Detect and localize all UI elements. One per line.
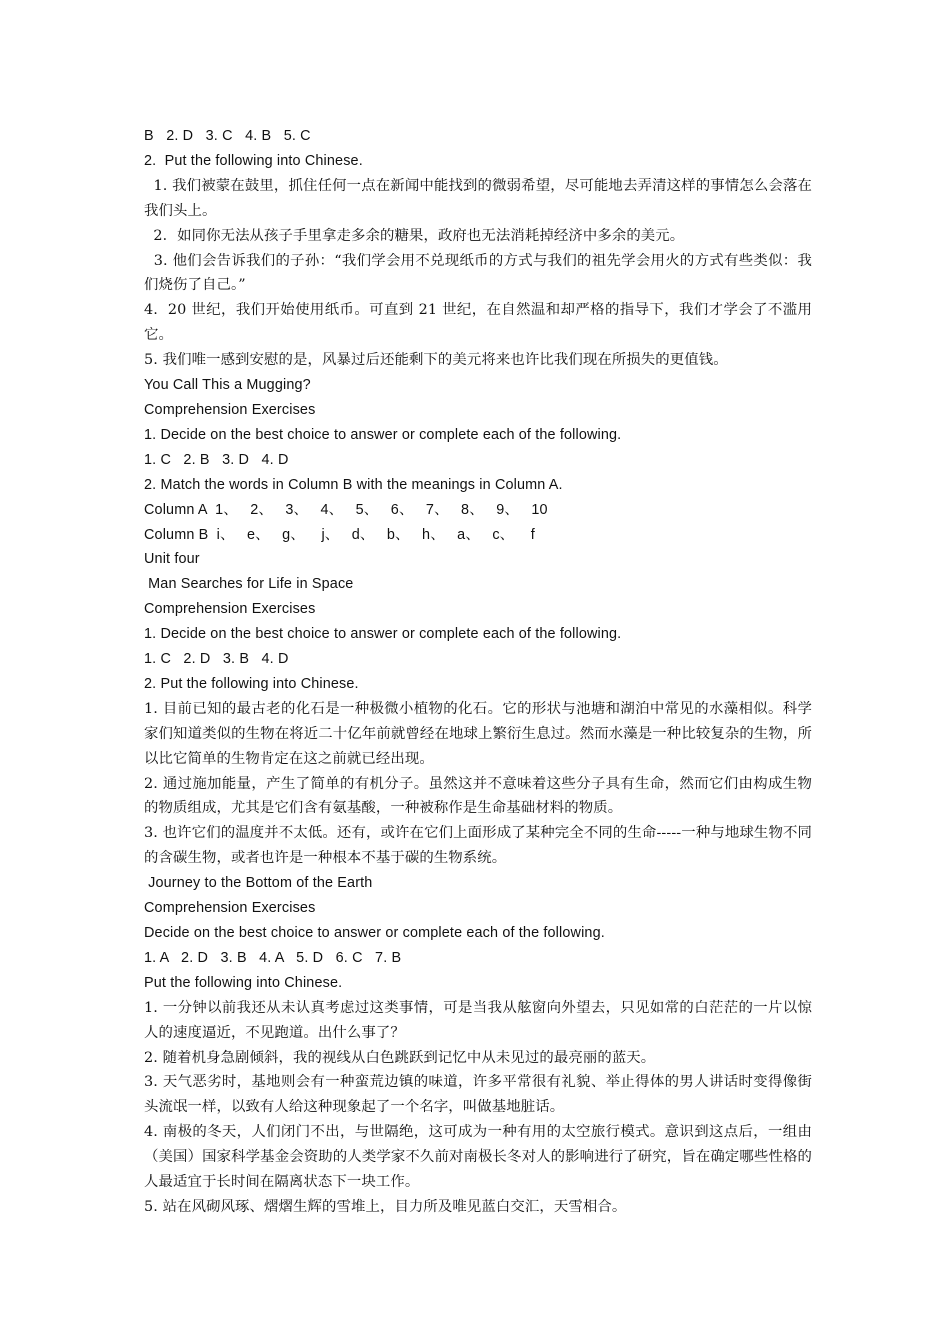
exercise-heading: Comprehension Exercises <box>144 601 316 618</box>
document-body <box>144 124 812 1220</box>
exercise-heading: 2. Put the following into Chinese. <box>144 152 363 169</box>
translation-paragraph: 4. 20 世纪，我们开始使用纸币。可直到 21 世纪，在自然温和却严格的指导下，我们才学会了不滥用它。 <box>144 302 812 344</box>
translation-paragraph: 3. 也许它们的温度并不太低。还有，或许在它们上面形成了某种完全不同的生命-----一种与地球生物不同的含碳生物，或者也许是一种根本不基于碳的生物系统。 <box>144 825 812 867</box>
exercise-heading: Comprehension Exercises <box>144 900 316 917</box>
translation-paragraph: 1. 一分钟以前我还从未认真考虑过这类事情，可是当我从舷窗向外望去，只见如常的白茫茫的一片以惊人的速度逼近，不见跑道。出什么事了？ <box>144 999 812 1041</box>
translation-paragraph: 1. 我们被蒙在鼓里，抓住任何一点在新闻中能找到的微弱希望，尽可能地去弄清这样的事情怎么会落在我们头上。 <box>144 177 812 219</box>
translation-paragraph: 4. 南极的冬天，人们闭门不出，与世隔绝，这可成为一种有用的太空旅行模式。意识到这点后，一组由（美国）国家科学基金会资助的人类学家不久前对南极长冬对人的影响进行了研究，旨在确定哪些性格的人最适宜于长时间在隔离状态下一块工作。 <box>144 1124 812 1191</box>
translation-paragraph: 5. 站在风砌风琢、熠熠生辉的雪堆上，目力所及唯见蓝白交汇，天雪相合。 <box>144 1198 627 1215</box>
translation-paragraph: 2. 随着机身急剧倾斜，我的视线从白色跳跃到记忆中从未见过的最亮丽的蓝天。 <box>144 1049 656 1066</box>
section-title: You Call This a Mugging? <box>144 377 311 394</box>
section-title: Man Searches for Life in Space <box>144 576 354 593</box>
translation-paragraph: 3. 天气恶劣时，基地则会有一种蛮荒边镇的味道，许多平常很有礼貌、举止得体的男人讲话时变得像街头流氓一样，以致有人给这种现象起了一个名字，叫做基地脏话。 <box>144 1074 812 1116</box>
exercise-heading: Put the following into Chinese. <box>144 974 343 991</box>
exercise-heading: 2. Match the words in Column B with the meanings in Column A. <box>144 476 563 493</box>
column-a-line: Column A 1、 2、 3、 4、 5、 6、 7、 8、 9、 10 <box>144 501 548 518</box>
exercise-heading: 1. Decide on the best choice to answer or complete each of the following. <box>144 626 622 643</box>
answer-line: 1. A 2. D 3. B 4. A 5. D 6. C 7. B <box>144 949 402 966</box>
answer-line: 1. C 2. D 3. B 4. D <box>144 651 289 668</box>
exercise-heading: Decide on the best choice to answer or complete each of the following. <box>144 925 605 941</box>
translation-paragraph: 2. 通过施加能量，产生了简单的有机分子。虽然这并不意味着这些分子具有生命，然而它们由构成生物的物质组成，尤其是它们含有氨基酸，一种被称作是生命基础材料的物质。 <box>144 775 812 817</box>
answer-line: B 2. D 3. C 4. B 5. C <box>144 128 311 144</box>
translation-paragraph: 5. 我们唯一感到安慰的是，风暴过后还能剩下的美元将来也许比我们现在所损失的更值钱。 <box>144 352 728 369</box>
column-b-line: Column B i、 e、 g、 j、 d、 b、 h、 a、 c、 f <box>144 526 535 543</box>
exercise-heading: Comprehension Exercises <box>144 401 316 418</box>
translation-paragraph: 1. 目前已知的最古老的化石是一种极微小植物的化石。它的形状与池塘和湖泊中常见的水藻相似。科学家们知道类似的生物在将近二十亿年前就曾经在地球上繁衍生息过。然而水藻是一种比较复杂的生物，所以比它简单的生物肯定在这之前就已经出现。 <box>144 700 812 767</box>
exercise-heading: 1. Decide on the best choice to answer or complete each of the following. <box>144 426 622 443</box>
translation-paragraph: 2．如同你无法从孩子手里拿走多余的糖果，政府也无法消耗掉经济中多余的美元。 <box>144 227 685 244</box>
answer-line: 1. C 2. B 3. D 4. D <box>144 451 289 468</box>
exercise-heading: 2. Put the following into Chinese. <box>144 675 359 692</box>
unit-title: Unit four <box>144 551 200 568</box>
translation-paragraph: 3. 他们会告诉我们的子孙：“我们学会用不兑现纸币的方式与我们的祖先学会用火的方式有些类似：我们烧伤了自己。” <box>144 252 812 294</box>
section-title: Journey to the Bottom of the Earth <box>144 875 373 892</box>
